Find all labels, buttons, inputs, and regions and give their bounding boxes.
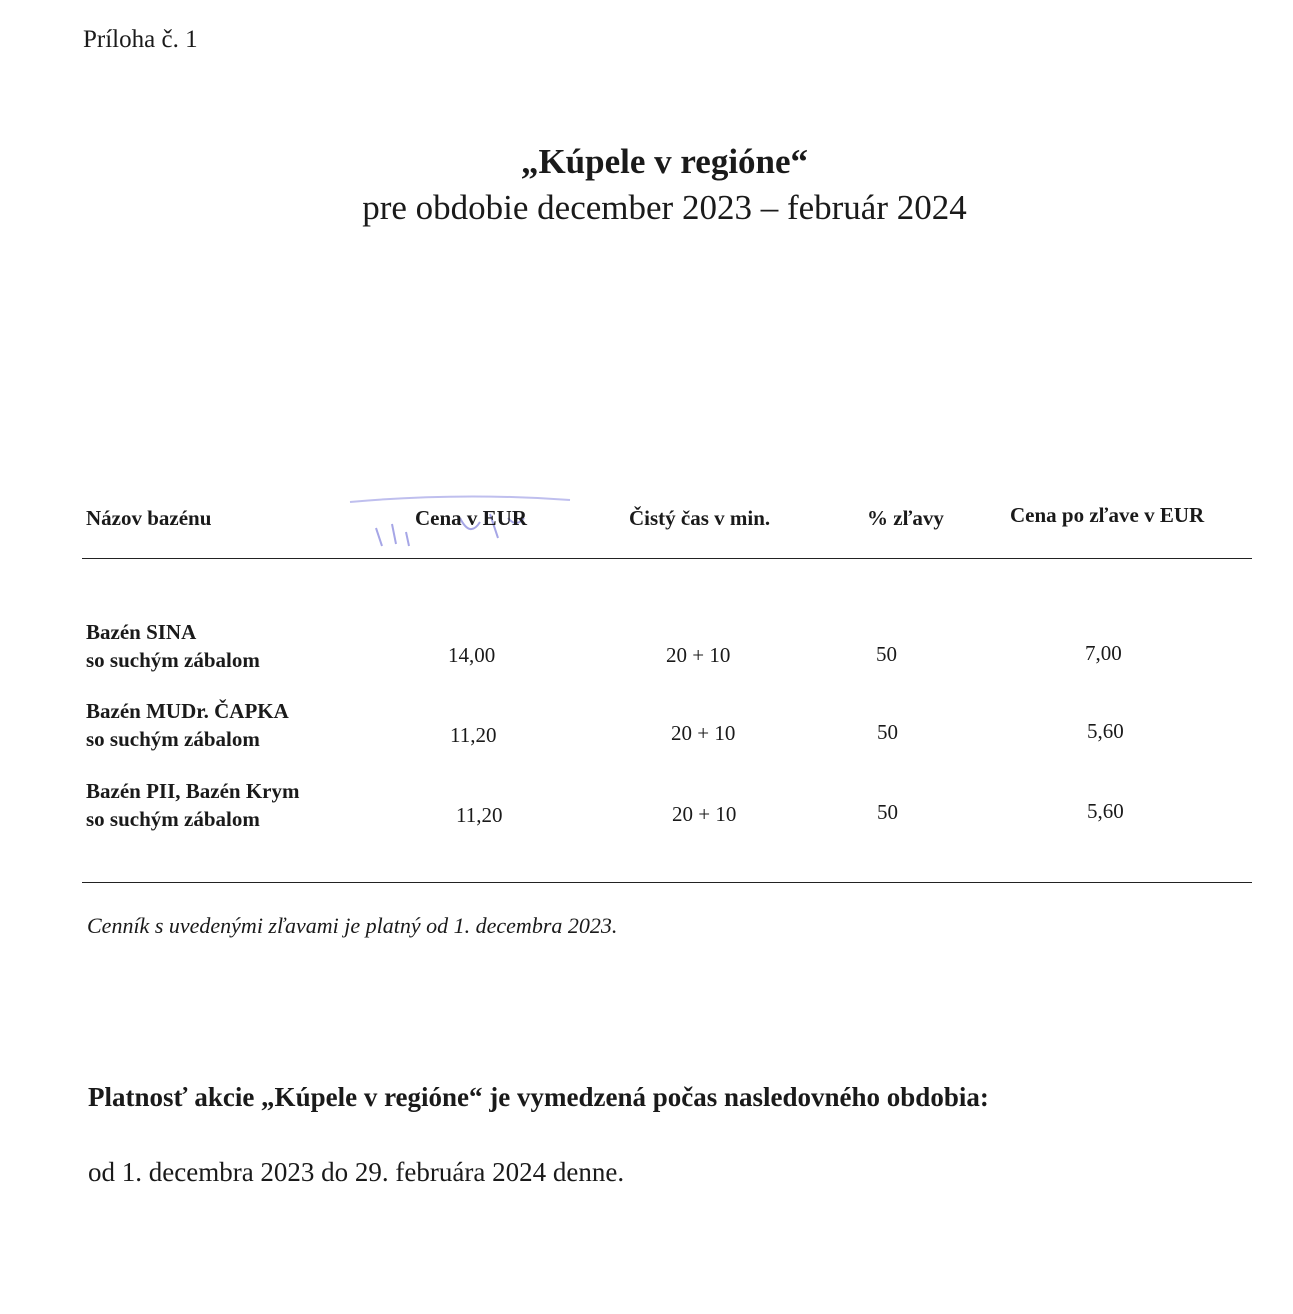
discounted-price-cell: 5,60 <box>1087 799 1124 823</box>
price-cell: 14,00 <box>448 643 496 667</box>
discounted-price-cell: 5,60 <box>1087 719 1124 743</box>
time-cell: 20 + 10 <box>671 721 736 745</box>
discount-cell: 50 <box>877 720 898 744</box>
discount-cell: 50 <box>877 800 898 824</box>
price-cell: 11,20 <box>450 723 497 747</box>
pool-name <box>86 697 289 753</box>
header-pool-name: Názov bazénu <box>86 506 212 530</box>
annex-label: Príloha č. 1 <box>83 26 198 53</box>
pool-name <box>86 618 260 674</box>
time-cell: 20 + 10 <box>672 802 737 826</box>
pool-name-line1: Bazén MUDr. ČAPKA <box>86 699 289 723</box>
pool-name-line1: Bazén PII, Bazén Krym <box>86 779 300 803</box>
time-cell: 20 + 10 <box>666 643 731 667</box>
table-footer-rule <box>82 882 1252 883</box>
pool-name-line1: Bazén SINA <box>86 620 197 644</box>
pool-name <box>86 777 299 833</box>
validity-period: od 1. decembra 2023 do 29. februára 2024 denne. <box>88 1157 625 1187</box>
header-price: Cena v EUR <box>415 506 528 530</box>
header-discount: % zľavy <box>867 506 944 530</box>
pool-name-line2: so suchým zábalom <box>86 727 260 751</box>
table-header-rule <box>82 558 1252 559</box>
document-subtitle: pre obdobie december 2023 – február 2024 <box>362 188 967 227</box>
stamp-mark <box>340 488 580 578</box>
price-list-note: Cenník s uvedenými zľavami je platný od 1. decembra 2023. <box>87 913 618 938</box>
pool-name-line2: so suchým zábalom <box>86 807 260 831</box>
discount-cell: 50 <box>876 642 897 666</box>
discounted-price-cell: 7,00 <box>1085 641 1122 665</box>
document-title: „Kúpele v regióne“ <box>520 142 809 181</box>
validity-heading: Platnosť akcie „Kúpele v regióne“ je vymedzená počas nasledovného obdobia: <box>88 1082 989 1112</box>
pool-name-line2: so suchým zábalom <box>86 648 260 672</box>
header-time: Čistý čas v min. <box>629 506 771 530</box>
header-discounted-price: Cena po zľave v EUR <box>1010 503 1205 527</box>
price-cell: 11,20 <box>456 803 503 827</box>
